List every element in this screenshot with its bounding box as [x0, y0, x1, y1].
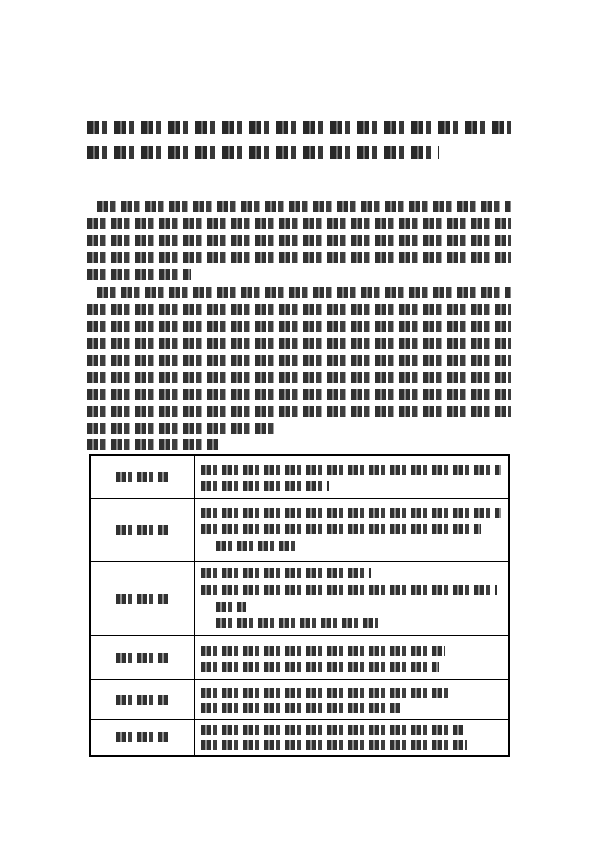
- paragraph-line: [87, 423, 277, 434]
- category-label: [116, 472, 168, 482]
- paragraph-line: [87, 218, 511, 229]
- paragraph-line: [87, 235, 511, 246]
- description-line: [201, 725, 465, 735]
- paragraph-line: [87, 372, 511, 383]
- description-line: [216, 541, 298, 551]
- paragraph-line: [97, 287, 511, 298]
- table-category-cell: [91, 680, 195, 719]
- table-row: [91, 562, 508, 636]
- description-line: [201, 703, 401, 713]
- paragraph-line: [87, 269, 191, 280]
- description-line: [201, 465, 501, 475]
- title-line-1: [87, 121, 511, 134]
- paragraph-line: [97, 201, 511, 212]
- table-category-cell: [91, 499, 195, 561]
- description-line: [201, 585, 497, 595]
- summary-table: [89, 454, 510, 757]
- description-line: [216, 618, 378, 628]
- table-row: [91, 720, 508, 755]
- category-label: [116, 695, 168, 705]
- description-line: [201, 508, 501, 518]
- paragraph-line: [87, 406, 511, 417]
- table-category-cell: [91, 562, 195, 635]
- description-line: [201, 646, 445, 656]
- description-line: [201, 481, 329, 491]
- category-label: [116, 594, 168, 604]
- description-line: [201, 524, 481, 534]
- table-category-cell: [91, 456, 195, 498]
- description-line: [201, 662, 439, 672]
- description-line: [201, 688, 449, 698]
- description-line: [216, 602, 246, 612]
- category-label: [116, 653, 168, 663]
- description-line: [201, 740, 467, 750]
- table-row: [91, 499, 508, 562]
- paragraph-line: [87, 389, 511, 400]
- category-label: [116, 525, 168, 535]
- description-line: [201, 568, 371, 578]
- table-row: [91, 636, 508, 680]
- table-row: [91, 680, 508, 720]
- category-label: [116, 732, 168, 742]
- table-category-cell: [91, 636, 195, 679]
- paragraph-line: [87, 321, 511, 332]
- title-line-2: [87, 146, 439, 159]
- table-category-cell: [91, 720, 195, 755]
- paragraph-line: [87, 304, 511, 315]
- paragraph-line: [87, 252, 511, 263]
- paragraph-line: [87, 338, 511, 349]
- table-row: [91, 456, 508, 499]
- paragraph-line: [87, 355, 511, 366]
- table-caption: [87, 439, 219, 450]
